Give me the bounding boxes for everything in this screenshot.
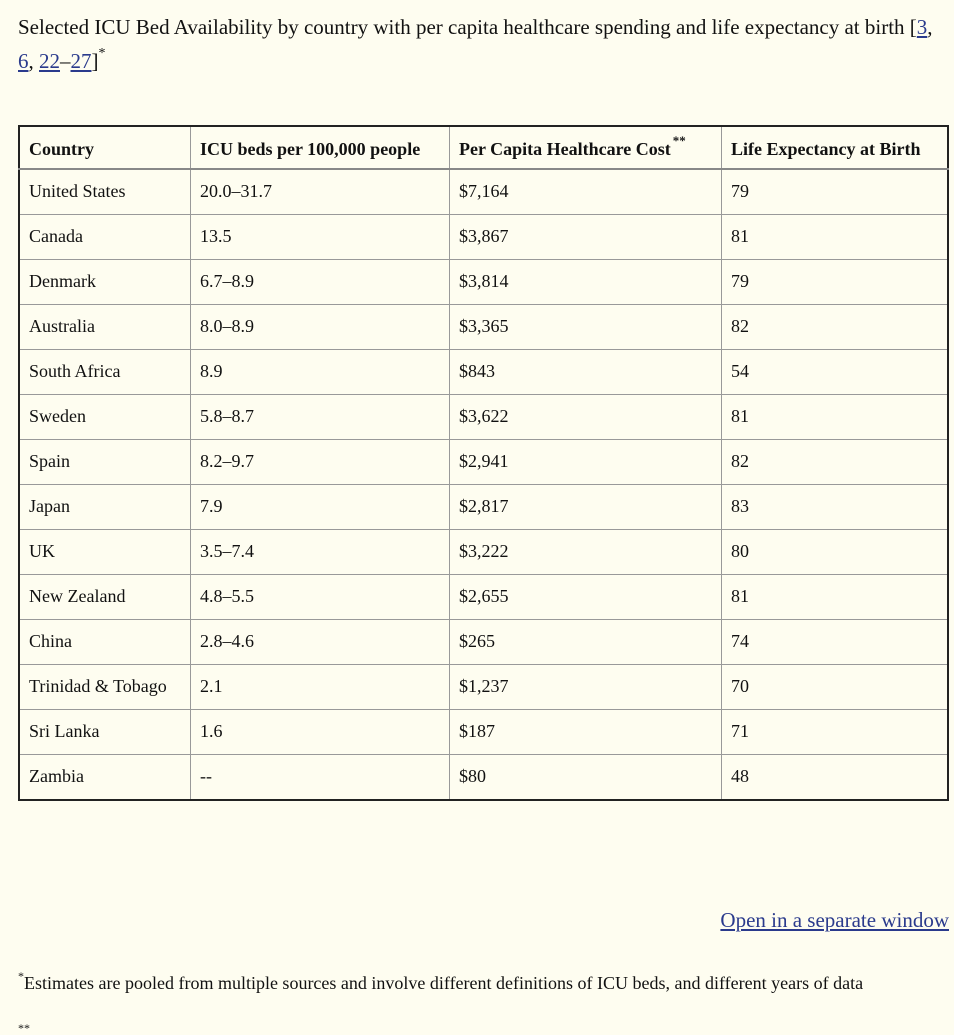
reference-link-6[interactable]: 6 [18,49,29,73]
cell-icu-beds: 1.6 [191,710,450,755]
cell-life-expectancy: 71 [722,710,949,755]
cell-country: China [19,620,191,665]
cell-icu-beds: -- [191,755,450,801]
caption-footnote-marker: * [98,46,106,61]
cell-country: Zambia [19,755,191,801]
cell-country: Spain [19,440,191,485]
header-icu-beds: ICU beds per 100,000 people [191,126,450,169]
header-cost-footnote-marker: ** [672,133,686,148]
cell-healthcare-cost: $3,814 [450,260,722,305]
cell-healthcare-cost: $3,365 [450,305,722,350]
footnote-1 [18,968,950,998]
reference-link-27[interactable]: 27 [70,49,92,73]
open-in-separate-window-link[interactable]: Open in a separate window [720,908,949,932]
table-row [19,169,948,215]
header-life-expectancy: Life Expectancy at Birth [722,126,949,169]
cell-life-expectancy: 70 [722,665,949,710]
cell-country: UK [19,530,191,575]
footnote-1-marker: * [18,969,24,983]
cell-life-expectancy: 83 [722,485,949,530]
table-row [19,575,948,620]
cell-healthcare-cost: $3,222 [450,530,722,575]
table-body [19,169,948,800]
cell-country: Canada [19,215,191,260]
table-row [19,485,948,530]
cell-country: Sweden [19,395,191,440]
header-healthcare-cost [450,126,722,169]
table-row [19,215,948,260]
table-row [19,665,948,710]
cell-life-expectancy: 81 [722,395,949,440]
table-row [19,440,948,485]
reference-link-22[interactable]: 22 [39,49,60,73]
header-country: Country [19,126,191,169]
cell-healthcare-cost: $2,655 [450,575,722,620]
cell-life-expectancy: 54 [722,350,949,395]
table-row [19,305,948,350]
cell-life-expectancy: 81 [722,575,949,620]
cell-icu-beds: 20.0–31.7 [191,169,450,215]
table-row [19,395,948,440]
reference-link-3[interactable]: 3 [916,15,928,39]
caption-separator: , [927,15,933,39]
cell-healthcare-cost: $265 [450,620,722,665]
cell-icu-beds: 4.8–5.5 [191,575,450,620]
table-row [19,530,948,575]
cell-icu-beds: 8.0–8.9 [191,305,450,350]
table-row [19,350,948,395]
header-healthcare-cost-label: Per Capita Healthcare Cost [459,139,671,159]
cell-healthcare-cost: $7,164 [450,169,722,215]
caption-separator: , [28,49,39,73]
cell-healthcare-cost: $3,867 [450,215,722,260]
footnote-1-text: Estimates are pooled from multiple sources and involve different definitions of ICU beds, and different years of data [24,973,864,993]
caption-bracket: ] [91,49,99,73]
cell-country: South Africa [19,350,191,395]
table-header-row [19,126,948,169]
cell-healthcare-cost: $3,622 [450,395,722,440]
caption-range-dash: – [60,49,71,73]
cell-life-expectancy: 79 [722,169,949,215]
cell-country: Japan [19,485,191,530]
cell-country: United States [19,169,191,215]
table-row [19,710,948,755]
cell-icu-beds: 13.5 [191,215,450,260]
table-row [19,755,948,801]
cell-icu-beds: 2.1 [191,665,450,710]
cell-country: Sri Lanka [19,710,191,755]
cell-icu-beds: 2.8–4.6 [191,620,450,665]
cell-country: New Zealand [19,575,191,620]
cell-icu-beds: 6.7–8.9 [191,260,450,305]
cell-country: Australia [19,305,191,350]
cell-life-expectancy: 79 [722,260,949,305]
cell-healthcare-cost: $843 [450,350,722,395]
table-caption [18,10,938,78]
cell-life-expectancy: 48 [722,755,949,801]
cell-icu-beds: 7.9 [191,485,450,530]
cell-healthcare-cost: $187 [450,710,722,755]
table-row [19,620,948,665]
icu-bed-table [18,125,949,801]
cell-country: Trinidad & Tobago [19,665,191,710]
cell-healthcare-cost: $80 [450,755,722,801]
cell-life-expectancy: 74 [722,620,949,665]
footnote-2-marker: ** [18,1021,30,1035]
cell-icu-beds: 8.9 [191,350,450,395]
cell-life-expectancy: 82 [722,440,949,485]
cell-icu-beds: 3.5–7.4 [191,530,450,575]
cell-life-expectancy: 80 [722,530,949,575]
table-row [19,260,948,305]
cell-country: Denmark [19,260,191,305]
cell-life-expectancy: 81 [722,215,949,260]
cell-healthcare-cost: $2,817 [450,485,722,530]
caption-text: Selected ICU Bed Availability by country with per capita healthcare spending and life expectancy at birth [ [18,15,917,39]
cell-icu-beds: 5.8–8.7 [191,395,450,440]
cell-icu-beds: 8.2–9.7 [191,440,450,485]
cell-healthcare-cost: $2,941 [450,440,722,485]
cell-healthcare-cost: $1,237 [450,665,722,710]
cell-life-expectancy: 82 [722,305,949,350]
